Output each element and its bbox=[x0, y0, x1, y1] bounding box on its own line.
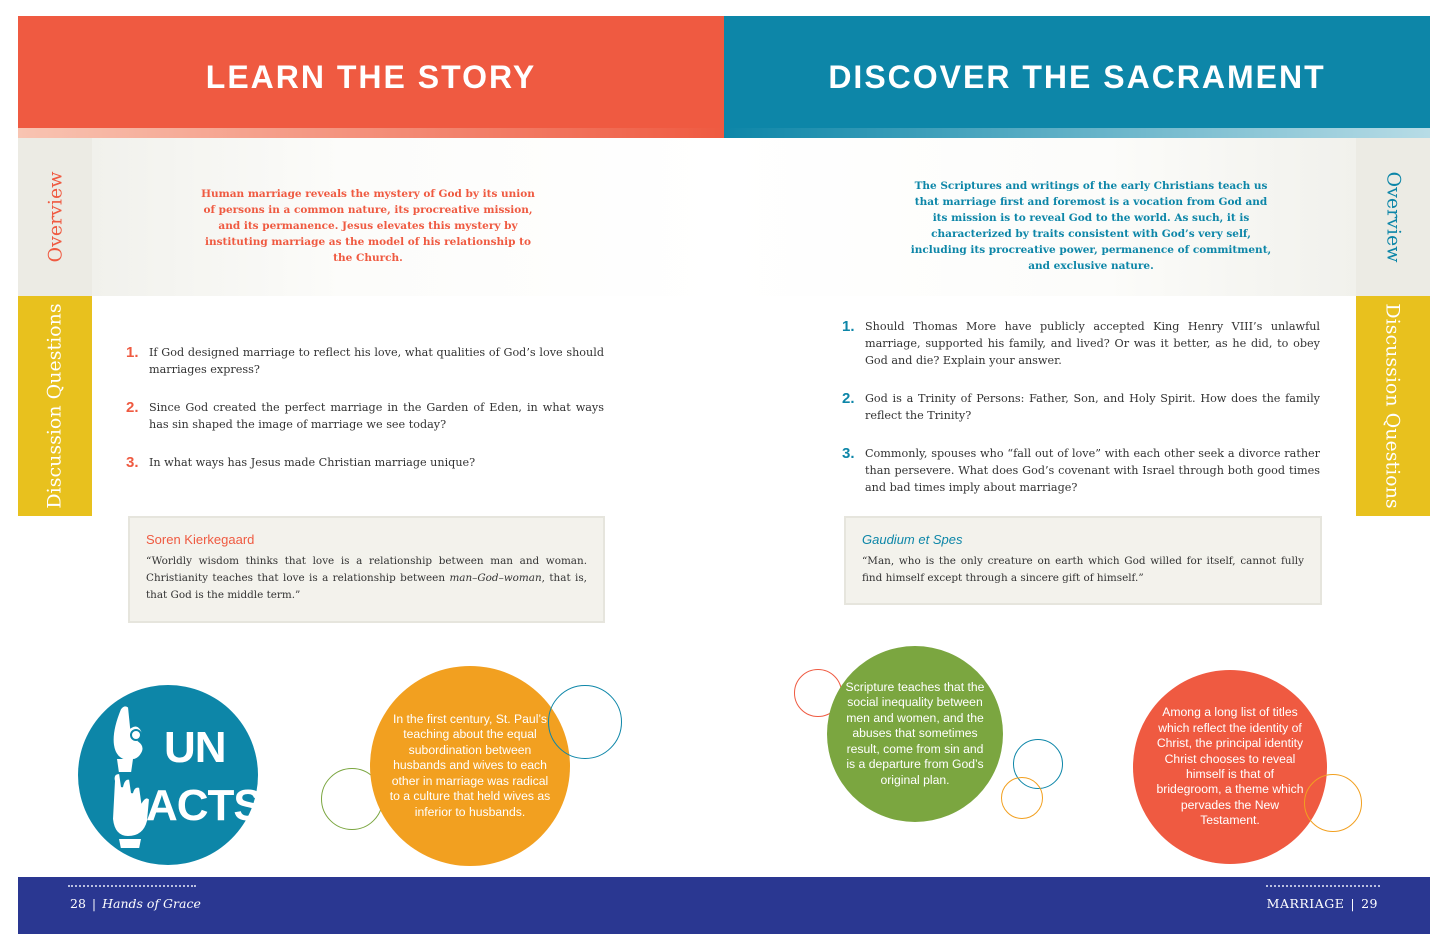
quote-text-part: , that is, that God is the middle term.” bbox=[146, 572, 587, 601]
footer-dots-left bbox=[68, 885, 196, 888]
question-number: 3. bbox=[126, 454, 139, 471]
fact-circle-orange bbox=[370, 666, 570, 866]
fact-circle-text: In the first century, St. Paul’s teaching about the equal subordination between husbands and wives to each other in marriage was radical to a culture that held wives as inferior to husbands. bbox=[389, 712, 551, 819]
list-item bbox=[842, 318, 1320, 369]
left-header-fade bbox=[18, 128, 724, 138]
page-number-right: 29 bbox=[1361, 896, 1378, 911]
right-overview-tab bbox=[1356, 138, 1430, 296]
question-text: In what ways has Jesus made Christian marriage unique? bbox=[149, 456, 476, 469]
right-header-bar bbox=[724, 16, 1430, 138]
quote-author: Soren Kierkegaard bbox=[146, 532, 255, 547]
left-overview-text: Human marriage reveals the mystery of God by its union of persons in a common nature, its procreative mission, and its permanence. Jesus elevates this mystery by instituting marriage as the model of his relationship to the Church. bbox=[201, 188, 535, 264]
magazine-spread bbox=[18, 16, 1430, 934]
quote-text-italic: man–God–woman bbox=[449, 572, 542, 584]
question-text: If God designed marriage to reflect his love, what qualities of God’s love should marriages express? bbox=[149, 346, 604, 376]
right-header-title: DISCOVER THE SACRAMENT bbox=[828, 58, 1326, 95]
orange-ring bbox=[1304, 774, 1362, 832]
left-overview-tab bbox=[18, 138, 92, 296]
question-text: Should Thomas More have publicly accepted King Henry VIII’s unlawful marriage, supported his family, and lived? Or was it better, as he did, to obey God and die? Explain your answer. bbox=[865, 320, 1320, 367]
footer-right bbox=[1267, 896, 1378, 911]
right-overview-text: The Scriptures and writings of the early Christians teach us that marriage first and foremost is a vocation from God and its mission is to reveal God to the world. As such, it is characterized by traits consistent with God’s very self, including its procreative power, permanence of commitment, and exclusive nature. bbox=[910, 180, 1272, 272]
footer-bar bbox=[18, 877, 1430, 934]
question-text: God is a Trinity of Persons: Father, Son, and Holy Spirit. How does the family reflect the Trinity? bbox=[865, 392, 1320, 422]
question-number: 1. bbox=[842, 318, 855, 335]
footer-separator: | bbox=[1350, 896, 1356, 911]
red-circle-text: Among a long list of titles which reflect the identity of Christ, the principal identity Christ chooses to reveal himself is that of bridegroom, a theme which pervades the New Testament. bbox=[1156, 705, 1304, 828]
footer-dots-right bbox=[1266, 885, 1380, 888]
quote-text-part: “Worldly wisdom thinks that love is a relationship between man and woman. Christianity teaches that love is a relationship between bbox=[146, 555, 587, 584]
list-item bbox=[842, 445, 1320, 496]
left-quote-box bbox=[128, 516, 605, 623]
right-header-fade bbox=[724, 128, 1430, 138]
right-discussion-tab bbox=[1356, 296, 1430, 516]
footer-separator: | bbox=[91, 896, 97, 911]
fact-circle-red bbox=[1133, 670, 1327, 864]
footer-left bbox=[70, 896, 201, 911]
quote-text: “Man, who is the only creature on earth which God willed for itself, cannot fully find himself except through a sincere gift of himself.” bbox=[862, 555, 1304, 584]
un-acts-logo bbox=[78, 685, 262, 865]
question-number: 1. bbox=[126, 344, 139, 361]
left-discussion-tab-label: Discussion Questions bbox=[44, 303, 66, 509]
quote-text bbox=[146, 553, 587, 604]
right-discussion-tab-label: Discussion Questions bbox=[1382, 303, 1404, 509]
section-name: MARRIAGE bbox=[1266, 896, 1345, 911]
question-number: 2. bbox=[842, 390, 855, 407]
list-item bbox=[126, 344, 604, 378]
list-item bbox=[126, 399, 604, 433]
right-question-list bbox=[842, 318, 1320, 517]
book-title: Hands of Grace bbox=[102, 896, 201, 911]
question-number: 2. bbox=[126, 399, 139, 416]
right-quote-box bbox=[844, 516, 1322, 605]
list-item bbox=[126, 454, 604, 471]
list-item bbox=[842, 390, 1320, 424]
quote-source: Gaudium et Spes bbox=[862, 532, 963, 547]
question-text: Commonly, spouses who “fall out of love” with each other seek a divorce rather than persevere. What does God’s covenant with Israel through both good times and bad times imply about marriage? bbox=[865, 447, 1320, 494]
right-overview-tab-label: Overview bbox=[1382, 171, 1404, 263]
page-number-left: 28 bbox=[70, 896, 86, 911]
left-header-bar bbox=[18, 16, 724, 138]
left-question-list bbox=[126, 344, 604, 492]
left-discussion-tab bbox=[18, 296, 92, 516]
left-header-title: LEARN THE STORY bbox=[205, 58, 537, 95]
orange-ring-small bbox=[1001, 777, 1043, 819]
logo-word-top: UN bbox=[164, 723, 226, 772]
left-overview-tab-label: Overview bbox=[44, 171, 66, 263]
question-text: Since God created the perfect marriage in the Garden of Eden, in what ways has sin shaped the image of marriage we see today? bbox=[149, 401, 604, 431]
fact-circle-green bbox=[827, 646, 1003, 822]
question-number: 3. bbox=[842, 445, 855, 462]
green-circle-text: Scripture teaches that the social inequality between men and women, and the abuses that sometimes result, come from sin and is a departure from God’s original plan. bbox=[845, 680, 985, 787]
teal-ring bbox=[548, 685, 622, 759]
logo-word-bottom: ACTS bbox=[146, 781, 262, 830]
